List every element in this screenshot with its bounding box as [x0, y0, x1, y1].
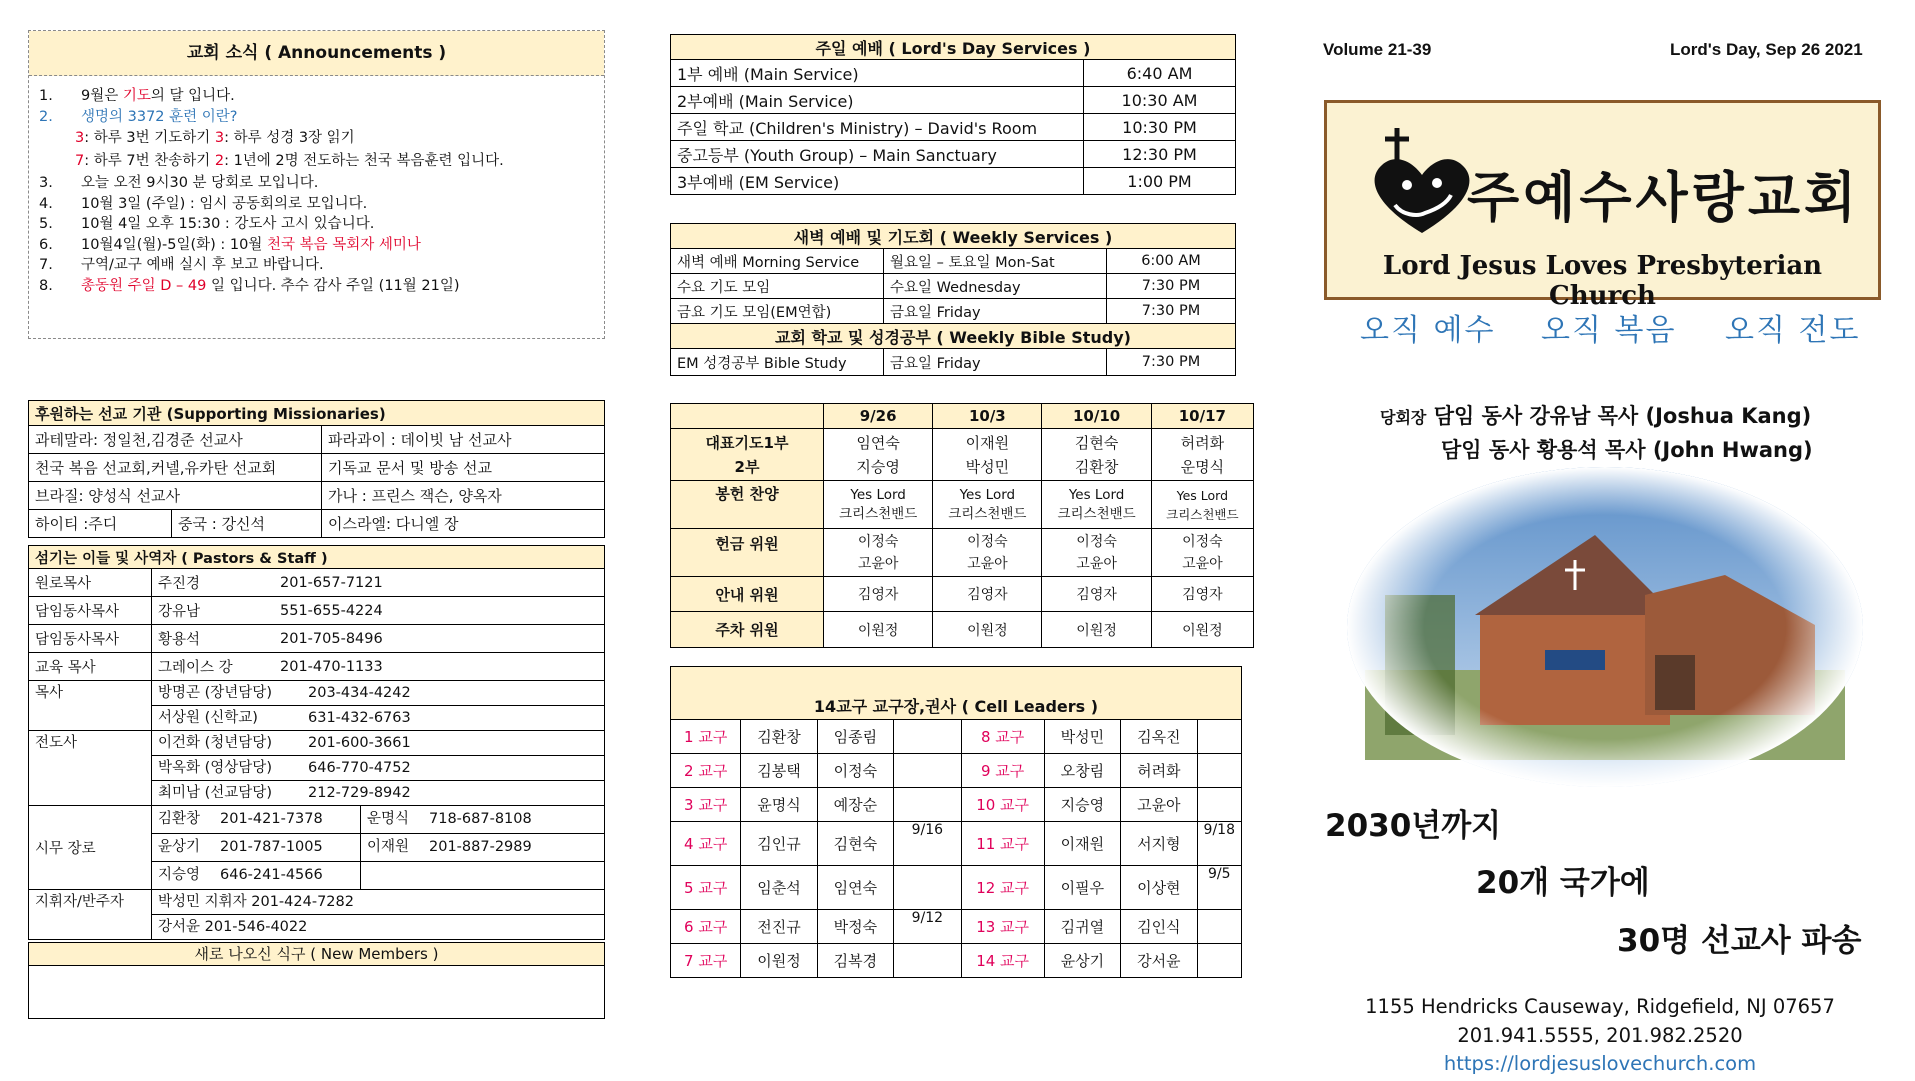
weekly-services-table	[670, 223, 1236, 376]
table-cell: 10 교구	[961, 788, 1044, 822]
table-cell	[1197, 910, 1241, 944]
missionaries-title: 후원하는 선교 기관 (Supporting Missionaries)	[29, 401, 605, 426]
cell-leaders-table	[670, 666, 1242, 978]
table-row: 수요 기도 모임 수요일 Wednesday 7:30 PM	[671, 274, 1236, 299]
table-row: 주일 학교 (Children's Ministry) – David's Room 10:30 PM	[671, 114, 1236, 141]
mission-line-1: 2030년까지	[1325, 808, 1502, 844]
table-row: 시무 장로 김환창 201-421-7378 운명식 718-687-8108 윤상기 201-787-1005 이재원 201-887-2989 지승영 646-241-4566	[29, 806, 605, 890]
table-cell: 9/16	[894, 822, 961, 866]
table-row: 천국 복음 선교회,커넬,유카탄 선교회 기독교 문서 및 방송 선교	[29, 454, 605, 482]
announcements-title: 교회 소식 ( Announcements )	[29, 31, 604, 76]
table-row: 전도사 이건화 (청년담당) 201-600-3661 박옥화 (영상담당) 646-770-4752 최미남 (선교담당) 212-729-8942	[29, 731, 605, 806]
cell-leaders-title: 14교구 교구장,권사 ( Cell Leaders )	[671, 667, 1242, 720]
services-title: 주일 예배 ( Lord's Day Services )	[671, 35, 1236, 60]
table-cell: 서지형	[1121, 822, 1197, 866]
motto-jesus: 오직 예수	[1360, 313, 1496, 348]
table-cell: 임종림	[817, 720, 893, 754]
table-row: 중고등부 (Youth Group) – Main Sanctuary 12:30 PM	[671, 141, 1236, 168]
table-cell: 14 교구	[961, 944, 1044, 978]
heart-cross-icon	[1367, 123, 1477, 243]
table-row: 담임동사목사 강유남 551-655-4224	[29, 597, 605, 625]
mission-line-3: 30명 선교사 파송	[1617, 923, 1862, 959]
senior-pastor-2: 담임 동사 황용석 목사 (John Hwang)	[1441, 438, 1813, 462]
table-cell	[1197, 754, 1241, 788]
motto-gospel: 오직 복음	[1541, 313, 1677, 348]
table-row	[671, 944, 1242, 978]
new-members-title: 새로 나오신 식구 ( New Members )	[29, 943, 604, 966]
list-item: 5. 10월 4일 오후 15:30 : 강도사 고시 있습니다.	[39, 216, 375, 232]
table-row: 안내 위원 김영자 김영자 김영자 김영자	[671, 577, 1254, 612]
list-item: 1. 9월은 기도의 달 입니다.	[39, 88, 235, 104]
table-row	[671, 822, 1242, 866]
table-cell: 이원정	[741, 944, 817, 978]
table-row: 하이티 :주디 중국 : 강신석 이스라엘: 다니엘 장	[29, 510, 605, 538]
logo-korean-name: 주예수사랑교회	[1467, 166, 1861, 229]
table-row: 3부예배 (EM Service) 1:00 PM	[671, 168, 1236, 195]
staff-table	[28, 545, 605, 940]
table-cell: 이상현	[1121, 866, 1197, 910]
table-cell: 13 교구	[961, 910, 1044, 944]
table-cell: 지승영	[1044, 788, 1120, 822]
table-row: 교육 목사 그레이스 강 201-470-1133	[29, 653, 605, 681]
table-cell	[1197, 944, 1241, 978]
table-row: 지휘자/반주자 박성민 지휘자 201-424-7282 강서윤 201-546-4022	[29, 890, 605, 940]
table-cell: 윤명식	[741, 788, 817, 822]
table-cell: 오창림	[1044, 754, 1120, 788]
table-row: 주차 위원 이원정 이원정 이원정 이원정	[671, 612, 1254, 648]
table-cell: 김현숙	[817, 822, 893, 866]
table-cell: 김복경	[817, 944, 893, 978]
table-row: 과테말라: 정일천,김경준 선교사 파라과이 : 데이빗 남 선교사	[29, 426, 605, 454]
table-cell: 박정숙	[817, 910, 893, 944]
table-cell: 김귀열	[1044, 910, 1120, 944]
logo-english-name: Lord Jesus Loves Presbyterian Church	[1382, 251, 1823, 311]
table-cell: 7 교구	[671, 944, 741, 978]
table-row: EM 성경공부 Bible Study 금요일 Friday 7:30 PM	[671, 349, 1236, 376]
table-cell: 예장순	[817, 788, 893, 822]
missionaries-table	[28, 400, 605, 538]
table-row: 원로목사 주진경 201-657-7121	[29, 569, 605, 597]
list-item: 2. 생명의 3372 훈련 이란?	[39, 108, 238, 125]
table-cell	[894, 866, 961, 910]
table-cell: 임연숙	[817, 866, 893, 910]
table-cell	[1197, 788, 1241, 822]
table-cell: 12 교구	[961, 866, 1044, 910]
table-row: 담임동사목사 황용석 201-705-8496	[29, 625, 605, 653]
table-cell: 9 교구	[961, 754, 1044, 788]
list-item: 8. 총동원 주일 D – 49 일 입니다. 추수 감사 주일 (11월 21일)	[39, 277, 460, 294]
list-item: 7: 하루 7번 찬송하기 2: 1년에 2명 전도하는 천국 복음훈련 입니다.	[75, 153, 504, 169]
list-item: 3. 오늘 오전 9시30 분 당회로 모입니다.	[39, 175, 319, 191]
table-cell: 2 교구	[671, 754, 741, 788]
table-cell: 6 교구	[671, 910, 741, 944]
table-cell: 1 교구	[671, 720, 741, 754]
table-cell: 윤상기	[1044, 944, 1120, 978]
table-cell: 5 교구	[671, 866, 741, 910]
table-row	[671, 720, 1242, 754]
church-address: 1155 Hendricks Causeway, Ridgefield, NJ 07657	[1365, 995, 1835, 1018]
table-cell	[894, 944, 961, 978]
staff-title: 섬기는 이들 및 사역자 ( Pastors & Staff )	[29, 546, 605, 569]
table-cell: 11 교구	[961, 822, 1044, 866]
bulletin-date: Lord's Day, Sep 26 2021	[1670, 40, 1863, 59]
table-cell: 9/12	[894, 910, 961, 944]
church-building-image	[1345, 465, 1865, 790]
table-cell: 9/18	[1197, 822, 1241, 866]
table-row: 9/26 10/3 10/10 10/17	[671, 404, 1254, 429]
table-row: 헌금 위원 이정숙 고윤아 이정숙 고윤아 이정숙 고윤아 이정숙 고윤아	[671, 529, 1254, 577]
table-cell: 임춘석	[741, 866, 817, 910]
list-item: 3: 하루 3번 기도하기 3: 하루 성경 3장 읽기	[75, 130, 355, 146]
table-row	[671, 866, 1242, 910]
table-cell	[894, 788, 961, 822]
table-row: 대표기도1부 2부 임연숙 지승영 이재원 박성민 김현숙 김환창 허려화 운명식	[671, 429, 1254, 481]
table-cell: 3 교구	[671, 788, 741, 822]
table-row	[671, 754, 1242, 788]
announcements-list	[29, 76, 604, 296]
volume-number: Volume 21-39	[1323, 40, 1432, 59]
announcements-box	[28, 30, 605, 339]
mission-line-2: 20개 국가에	[1476, 865, 1650, 901]
table-cell: 허려화	[1121, 754, 1197, 788]
table-cell: 이재원	[1044, 822, 1120, 866]
church-phones: 201.941.5555, 201.982.2520	[1457, 1024, 1743, 1047]
new-members-box	[28, 942, 605, 1019]
table-cell: 전진규	[741, 910, 817, 944]
services-table	[670, 34, 1236, 195]
table-cell: 김인규	[741, 822, 817, 866]
table-cell: 김옥진	[1121, 720, 1197, 754]
weekly-title: 새벽 예배 및 기도회 ( Weekly Services )	[671, 224, 1236, 249]
table-row: 봉헌 찬양 Yes Lord 크리스천밴드 Yes Lord 크리스천밴드 Yes Lord 크리스천밴드 Yes Lord 크리스천밴드	[671, 481, 1254, 529]
table-cell	[894, 754, 961, 788]
table-row: 1부 예배 (Main Service) 6:40 AM	[671, 60, 1236, 87]
table-row: 새벽 예배 Morning Service 월요일 – 토요일 Mon-Sat 6:00 AM	[671, 249, 1236, 274]
list-item: 4. 10월 3일 (주일) : 임시 공동회의로 모입니다.	[39, 195, 368, 212]
table-row: 브라질: 양성식 선교사 가나 : 프린스 잭슨, 양옥자	[29, 482, 605, 510]
table-row: 2부예배 (Main Service) 10:30 AM	[671, 87, 1236, 114]
duty-roster-table	[670, 403, 1254, 648]
church-logo	[1324, 100, 1881, 311]
table-cell	[1197, 720, 1241, 754]
table-cell: 9/5	[1197, 866, 1241, 910]
table-cell: 이정숙	[817, 754, 893, 788]
table-cell	[894, 720, 961, 754]
table-row: 목사 방명곤 (장년담당) 203-434-4242 서상원 (신학교) 631-432-6763	[29, 681, 605, 731]
bible-study-title: 교회 학교 및 성경공부 ( Weekly Bible Study)	[671, 324, 1236, 349]
table-cell: 김인식	[1121, 910, 1197, 944]
motto-evangelism: 오직 전도	[1725, 313, 1861, 348]
table-cell: 김봉택	[741, 754, 817, 788]
list-item: 6. 10월4일(월)-5일(화) : 10월 천국 복음 목회자 세미나	[39, 236, 421, 253]
table-row	[671, 788, 1242, 822]
table-cell: 박성민	[1044, 720, 1120, 754]
table-row: 금요 기도 모임(EM연합) 금요일 Friday 7:30 PM	[671, 299, 1236, 324]
table-cell: 김환창	[741, 720, 817, 754]
table-cell: 강서윤	[1121, 944, 1197, 978]
senior-pastor-1: 당회장 담임 동사 강유남 목사 (Joshua Kang)	[1380, 404, 1812, 428]
table-cell: 이필우	[1044, 866, 1120, 910]
table-cell: 고윤아	[1121, 788, 1197, 822]
church-website-link[interactable]: https://lordjesuslovechurch.com	[1443, 1052, 1757, 1075]
table-cell: 8 교구	[961, 720, 1044, 754]
table-cell: 4 교구	[671, 822, 741, 866]
list-item: 7. 구역/교구 예배 실시 후 보고 바랍니다.	[39, 257, 324, 273]
table-row	[671, 910, 1242, 944]
